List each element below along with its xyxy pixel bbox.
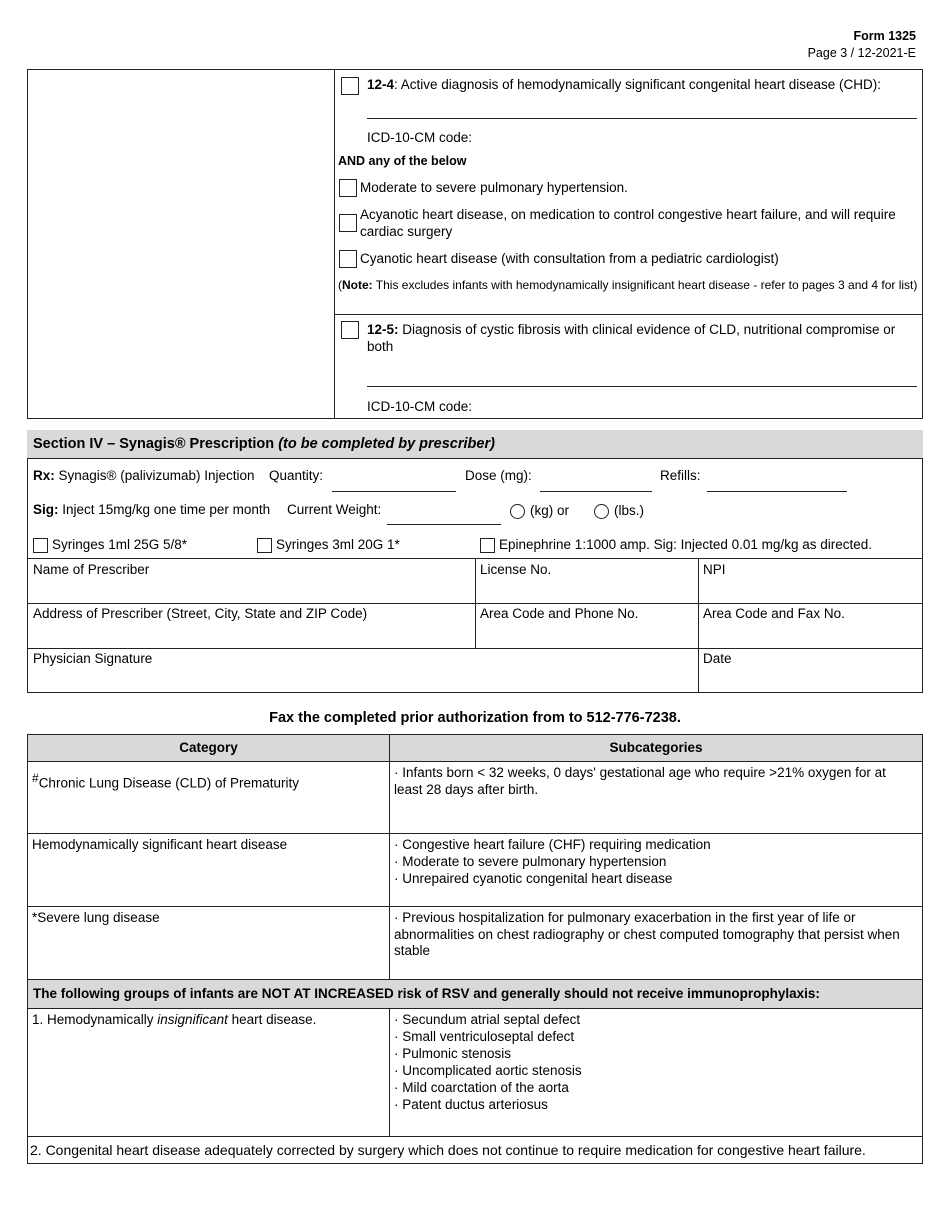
rx-line: Rx: Synagis® (palivizumab) Injection [33,468,255,483]
criteria-divider [334,69,335,419]
table-row [27,1136,923,1164]
header-category [27,734,390,762]
quantity-field[interactable] [332,491,456,492]
list-item: · Patent ductus arteriosus [394,1097,548,1112]
icd-label-12-5: ICD-10-CM code: [367,399,473,414]
table-row [389,833,923,907]
syringes-1ml-label: Syringes 1ml 25G 5/8* [52,537,188,552]
table-row [389,1008,923,1137]
checkbox-12-4[interactable] [341,77,359,95]
npi-field[interactable]: NPI [703,562,726,577]
checkbox-syringes-1ml[interactable] [33,538,48,553]
table-row [27,1008,390,1137]
phone-field[interactable]: Area Code and Phone No. [480,606,639,621]
checkbox-cyanotic[interactable] [339,250,357,268]
list-item: · Unrepaired cyanotic congenital heart disease [394,871,673,886]
not-increased-risk-header [27,979,923,1009]
criterion-12-4: 12-4: Active diagnosis of hemodynamically significant congenital heart disease (CHD): [367,77,882,92]
icd-line-12-5[interactable] [367,386,917,387]
form-number: Form 1325 [853,29,916,43]
syringes-3ml-label: Syringes 3ml 20G 1* [276,537,400,552]
grid-col-2 [698,558,699,693]
quantity-label: Quantity: [269,468,324,483]
sig-line: Sig: Inject 15mg/kg one time per month [33,502,271,517]
page-indicator: Page 3 / 12-2021-E [807,46,916,60]
list-item: · Secundum atrial septal defect [394,1012,581,1027]
criterion-12-5: 12-5: Diagnosis of cystic fibrosis with clinical evidence of CLD, nutritional compromise or both [367,322,896,354]
list-item: · Uncomplicated aortic stenosis [394,1063,582,1078]
not-increased-risk-label: The following groups of infants are NOT AT INCREASED risk of RSV and generally should not receive immunoprophylaxis: [33,986,820,1001]
signature-field[interactable]: Physician Signature [33,651,153,666]
grid-line-3 [27,648,923,649]
kg-radio[interactable] [510,504,525,519]
list-item: · Mild coarctation of the aorta [394,1080,569,1095]
prescriber-name-field[interactable]: Name of Prescriber [33,562,150,577]
group-1-label: 1. Hemodynamically insignificant heart disease. [32,1012,317,1027]
checkbox-pulm-hypertension[interactable] [339,179,357,197]
icd-line-12-4[interactable] [367,118,917,119]
table-row [27,761,390,834]
table-row [27,906,390,980]
address-field[interactable]: Address of Prescriber (Street, City, State and ZIP Code) [33,606,368,621]
category-heart: Hemodynamically significant heart disease [32,837,288,852]
section-iv-title: Section IV – Synagis® Prescription (to be completed by prescriber) [33,436,495,452]
refills-label: Refills: [660,468,701,483]
lbs-label: (lbs.) [614,503,644,518]
checkbox-12-5[interactable] [341,321,359,339]
table-row [27,833,390,907]
option-pulm-hypertension: Moderate to severe pulmonary hypertension. [360,180,628,195]
header-subcategories-label: Subcategories [609,740,703,755]
header-category-label: Category [179,740,238,755]
list-item: · Small ventriculoseptal defect [394,1029,575,1044]
lbs-radio[interactable] [594,504,609,519]
refills-field[interactable] [707,491,847,492]
list-item: · Congestive heart failure (CHF) requiring medication [394,837,711,852]
category-cld: #Chronic Lung Disease (CLD) of Prematurity [32,771,300,791]
license-field[interactable]: License No. [480,562,552,577]
group-1-list [394,1011,582,1113]
checkbox-epinephrine[interactable] [480,538,495,553]
epinephrine-label: Epinephrine 1:1000 amp. Sig: Injected 0.01 mg/kg as directed. [499,537,872,552]
dose-label: Dose (mg): [465,468,532,483]
grid-col-1 [475,558,476,648]
note-text: (Note: This excludes infants with hemodynamically insignificant heart disease - refer to pages 3 and 4 for list) [338,278,918,292]
checkbox-syringes-3ml[interactable] [257,538,272,553]
header-subcategories [389,734,923,762]
group-2-label: 2. Congenital heart disease adequately corrected by surgery which does not continue to require medication for congestive heart failure. [30,1142,866,1158]
subcategory-severe-lung: · Previous hospitalization for pulmonary exacerbation in the first year of life or abnormalities on chest radiography or chest computed tomography that persist when stable [394,910,900,958]
list-item: · Pulmonic stenosis [394,1046,512,1061]
weight-label: Current Weight: [287,502,382,517]
weight-field[interactable] [387,524,501,525]
section-iv-header [27,430,923,458]
icd-label-12-4: ICD-10-CM code: [367,130,473,145]
fax-instruction: Fax the completed prior authorization from to 512-776-7238. [269,710,681,726]
checkbox-acyanotic[interactable] [339,214,357,232]
option-cyanotic: Cyanotic heart disease (with consultation from a pediatric cardiologist) [360,251,779,266]
kg-label: (kg) or [530,503,570,518]
subcategory-cld: · Infants born < 32 weeks, 0 days' gestational age who require >21% oxygen for at least 28 days after birth. [394,765,886,797]
and-any-label: AND any of the below [338,154,467,168]
date-field[interactable]: Date [703,651,732,666]
table-row [389,906,923,980]
list-item: · Moderate to severe pulmonary hypertension [394,854,667,869]
dose-field[interactable] [540,491,652,492]
criteria-box [27,69,923,419]
table-row [389,761,923,834]
category-severe-lung: *Severe lung disease [32,910,160,925]
criteria-separator [335,314,923,315]
option-acyanotic: Acyanotic heart disease, on medication to control congestive heart failure, and will require cardiac surgery [360,207,896,239]
fax-number-field[interactable]: Area Code and Fax No. [703,606,845,621]
subcategory-heart-list [394,836,711,887]
